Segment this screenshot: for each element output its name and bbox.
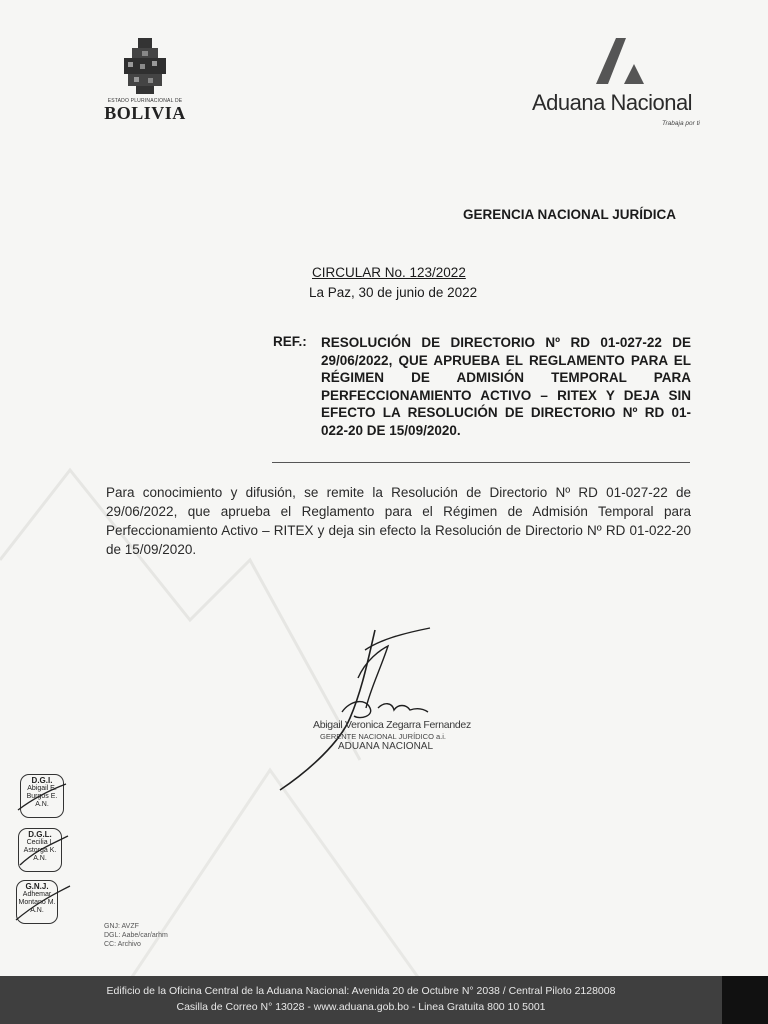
signatory-name: Abigail Veronica Zegarra Fernandez (313, 719, 471, 731)
department-heading: GERENCIA NACIONAL JURÍDICA (463, 207, 677, 222)
initial-stamp (20, 774, 64, 818)
reference-divider (272, 462, 690, 463)
aduana-mountain-icon (590, 34, 650, 86)
emblem-small-text: ESTADO PLURINACIONAL DE (107, 98, 183, 104)
footer-bar (0, 976, 722, 1024)
stamp-line: Burgos E. (26, 793, 58, 800)
reference-text: RESOLUCIÓN DE DIRECTORIO Nº RD 01-027-22 DE 29/06/2022, QUE APRUEBA EL REGLAMENTO PARA EL RÉGIMEN DE ADMISIÓN TEMPORAL PARA PERFECCIONAMIENTO ACTIVO – RITEX Y DEJA SIN EFECTO LA RESOLUCIÓN DE DIRECTORIO Nº RD 01-022-20 DE 15/09/2020. (321, 335, 691, 438)
footer-address: Edificio de la Oficina Central de la Aduana Nacional: Avenida 20 de Octubre N° 2038 / Central Piloto 2128008 (106, 985, 616, 997)
initials-block (104, 922, 168, 949)
reference-label: REF.: (273, 334, 307, 349)
circular-number: CIRCULAR No. 123/2022 (312, 265, 466, 280)
stamp-code: D.G.L. (28, 830, 52, 839)
aduana-logo (520, 34, 720, 134)
stamp-line: Adhemar (22, 891, 52, 898)
stamp-line: Cecilia I. (26, 839, 54, 846)
stamp-line: A.N. (30, 907, 44, 914)
aduana-tagline: Trabaja por ti (662, 120, 700, 127)
initial-stamp (16, 880, 58, 924)
initial-stamp (18, 828, 62, 872)
stamp-code: G.N.J. (25, 882, 49, 891)
stamp-line: A.N. (33, 855, 47, 862)
initials-line: CC: Archivo (104, 941, 141, 948)
handwritten-signature (270, 620, 510, 800)
stamp-line: Montano M. (18, 899, 56, 906)
stamp-code: D.G.I. (31, 776, 53, 785)
initials-line: DGL: Aabe/car/arhm (104, 932, 168, 939)
bolivia-coat-of-arms-icon (118, 36, 172, 96)
bolivia-emblem (103, 36, 187, 132)
footer-edge (722, 976, 768, 1024)
body-paragraph: Para conocimiento y difusión, se remite la Resolución de Directorio Nº RD 01-027-22 de 29/06/2022, que aprueba el Reglamento para el Régimen de Admisión Temporal para Perfeccionamiento Activo – RITEX y deja sin efecto la Resolución de Directorio Nº RD 01-022-20 de 15/09/2020. (106, 485, 691, 557)
signatory-role: GERENTE NACIONAL JURÍDICO a.i. (320, 732, 446, 741)
stamp-line: A.N. (35, 801, 49, 808)
footer-contact: Casilla de Correo N° 13028 - www.aduana.gob.bo - Linea Gratuita 800 10 5001 (176, 1001, 546, 1013)
stamp-line: Astorga K. (23, 847, 57, 854)
initials-line: GNJ: AVZF (104, 923, 139, 930)
aduana-name: Aduana Nacional (532, 90, 693, 115)
emblem-country: BOLIVIA (104, 103, 186, 123)
signatory-organization: ADUANA NACIONAL (338, 741, 434, 752)
circular-place-date: La Paz, 30 de junio de 2022 (309, 285, 478, 300)
stamp-line: Abigail E. (27, 785, 57, 792)
